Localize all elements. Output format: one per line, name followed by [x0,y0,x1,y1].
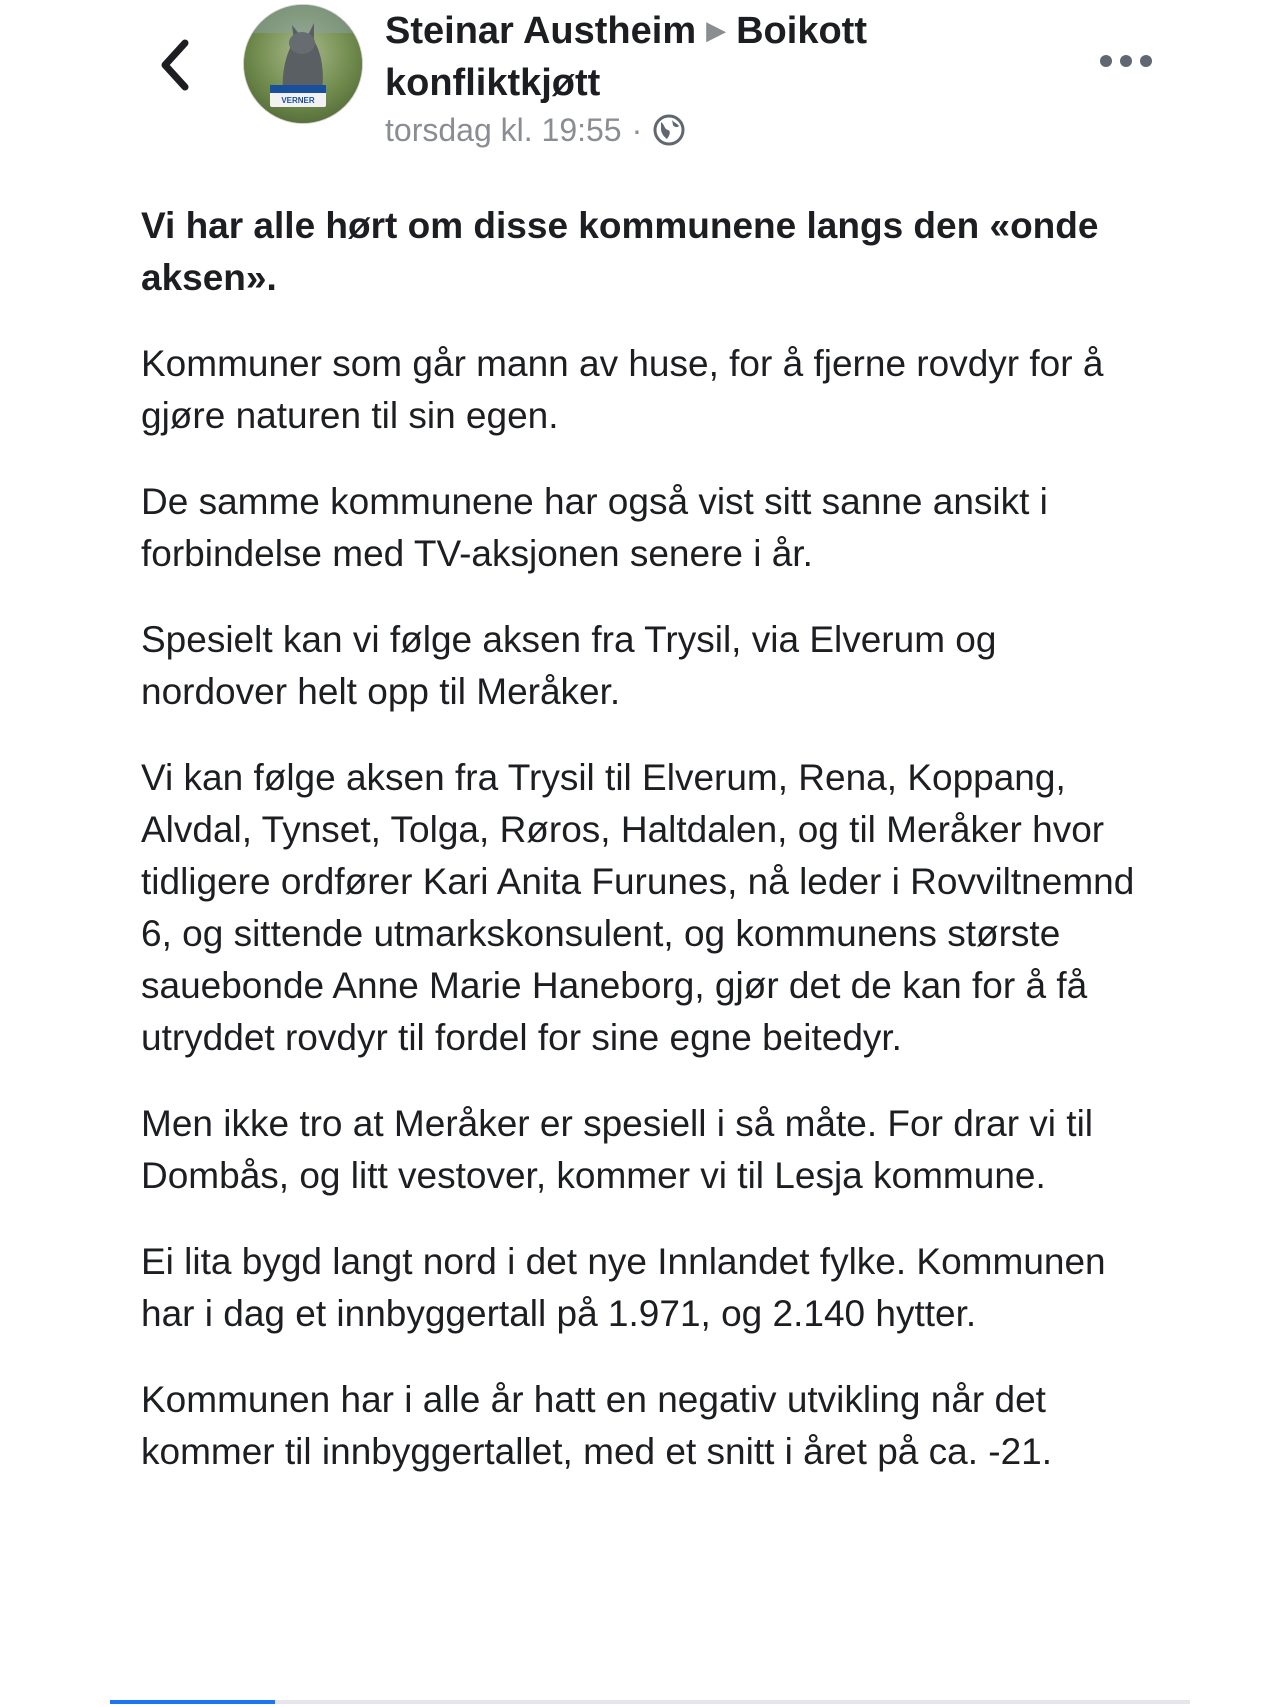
avatar-badge-text: VERNER [281,96,315,105]
post-paragraph: Spesielt kan vi følge aksen fra Trysil, via Elverum og nordover helt opp til Meråker. [141,619,997,712]
post-header [0,0,1280,160]
post-paragraph: De samme kommunene har også vist sitt sanne ansikt i forbindelse med TV-aksjonen senere i år. [141,481,1048,574]
chevron-left-icon [155,37,195,93]
post-paragraph: Kommunen har i alle år hatt en negativ utvikling når det kommer til innbyggertallet, med et snitt i året på ca. -21. [141,1379,1053,1472]
scroll-indicator [110,1700,275,1704]
avatar-cat-photo [244,5,362,123]
author-name[interactable]: Steinar Austheim [385,10,697,52]
post-paragraph: Kommuner som går mann av huse, for å fjerne rovdyr for å gjøre naturen til sin egen. [141,343,1104,436]
post-paragraph: Men ikke tro at Meråker er spesiell i så måte. For drar vi til Dombås, og litt vestover, kommer vi til Lesja kommune. [141,1103,1094,1196]
avatar[interactable] [243,4,363,124]
triangle-right-icon: ▶ [706,15,727,45]
post-timestamp[interactable]: torsdag kl. 19:55 [385,112,622,148]
post-meta [385,110,686,150]
bottom-divider [110,1700,1190,1704]
post-paragraph: Vi har alle hørt om disse kommunene langs den «onde aksen». [141,205,1099,298]
post-paragraph: Ei lita bygd langt nord i det nye Innlandet fylke. Kommunen har i dag et innbyggertall på 1.971, og 2.140 hytter. [141,1241,1106,1334]
group-name[interactable]: Boikott konfliktkjøtt [385,10,867,104]
back-button[interactable] [145,30,205,100]
meta-separator: · [631,112,643,148]
post-paragraph: Vi kan følge aksen fra Trysil til Elverum, Rena, Koppang, Alvdal, Tynset, Tolga, Røros, Haltdalen, og til Meråker hvor tidligere ordfører Kari Anita Furunes, nå leder i Rovviltnemnd 6, og sittende utmarkskonsulent, og kommunens største sauebonde Anne Marie Haneborg, gjør det de kan for å få utryddet rovdyr til fordel for sine egne beitedyr. [141,757,1135,1058]
globe-icon [652,113,686,147]
post-author-line [385,4,1025,109]
more-options-button[interactable] [1100,46,1152,76]
more-horizontal-icon [1100,55,1112,67]
post-body [141,200,1151,1512]
